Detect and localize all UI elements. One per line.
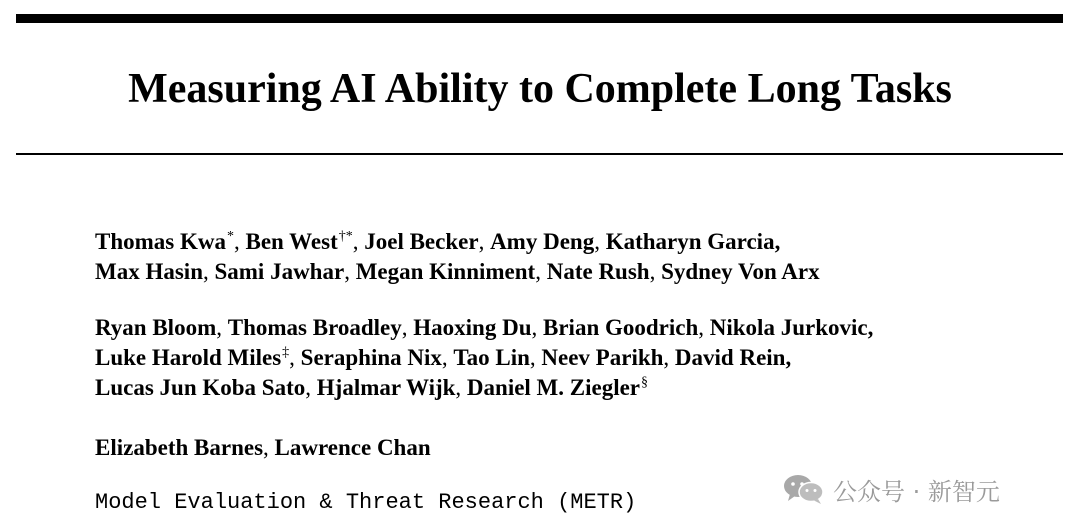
- author-name: Brian Goodrich: [543, 315, 699, 340]
- author-separator: ,: [698, 315, 710, 340]
- line-trailing-comma: ,: [774, 229, 781, 254]
- author-separator: ,: [263, 435, 275, 460]
- author-name: Thomas Broadley: [227, 315, 402, 340]
- author-name: Nikola Jurkovic: [709, 315, 868, 340]
- author-line: [95, 373, 873, 403]
- author-separator: ,: [455, 375, 467, 400]
- author-group: [95, 227, 820, 287]
- author-name: Daniel M. Ziegler: [466, 375, 641, 400]
- author-name: Seraphina Nix: [300, 345, 442, 370]
- author-footnote-mark: §: [641, 375, 649, 390]
- author-name: Max Hasin: [95, 259, 203, 284]
- author-name: Ryan Bloom: [95, 315, 217, 340]
- author-line: [95, 313, 873, 343]
- author-separator: ,: [529, 345, 542, 370]
- author-name: Sydney Von Arx: [661, 259, 820, 284]
- author-name: Katharyn Garcia: [605, 229, 775, 254]
- top-rule: [16, 14, 1063, 23]
- paper-title: Measuring AI Ability to Complete Long Tasks: [128, 66, 952, 112]
- author-line: [95, 257, 820, 287]
- author-separator: ,: [649, 259, 662, 284]
- wechat-icon: [783, 473, 825, 505]
- author-separator: ,: [202, 259, 215, 284]
- author-name: Lucas Jun Koba Sato: [95, 375, 306, 400]
- author-name: Hjalmar Wijk: [316, 375, 456, 400]
- author-separator: ,: [401, 315, 414, 340]
- author-name: Amy Deng: [490, 229, 595, 254]
- author-separator: ,: [289, 345, 301, 370]
- author-separator: ,: [216, 315, 228, 340]
- author-line: [95, 433, 431, 463]
- author-separator: ,: [594, 229, 606, 254]
- watermark: [783, 472, 1000, 506]
- title-bottom-rule: [16, 153, 1063, 155]
- line-trailing-comma: ,: [785, 345, 792, 370]
- author-name: Joel Becker: [364, 229, 479, 254]
- author-name: Thomas Kwa: [95, 229, 226, 254]
- watermark-text: 公众号 · 新智元: [833, 477, 1000, 506]
- author-separator: ,: [663, 345, 675, 370]
- author-line: [95, 227, 820, 257]
- author-separator: ,: [352, 229, 365, 254]
- author-line: [95, 343, 873, 373]
- author-name: Lawrence Chan: [274, 435, 431, 460]
- author-group: [95, 313, 873, 403]
- author-footnote-mark: †*: [338, 229, 353, 244]
- author-separator: ,: [535, 259, 547, 284]
- author-separator: ,: [234, 229, 246, 254]
- author-group: [95, 433, 431, 463]
- author-name: Elizabeth Barnes: [95, 435, 264, 460]
- author-name: Ben West: [245, 229, 338, 254]
- author-footnote-mark: ‡: [282, 345, 290, 360]
- author-name: Luke Harold Miles: [95, 345, 282, 370]
- author-separator: ,: [305, 375, 317, 400]
- author-name: Haoxing Du: [413, 315, 532, 340]
- affiliation: Model Evaluation & Threat Research (METR): [95, 490, 637, 515]
- author-separator: ,: [478, 229, 491, 254]
- author-name: Nate Rush: [546, 259, 650, 284]
- author-separator: ,: [531, 315, 543, 340]
- author-name: Sami Jawhar: [214, 259, 345, 284]
- author-name: David Rein: [674, 345, 786, 370]
- author-name: Tao Lin: [453, 345, 530, 370]
- author-separator: ,: [441, 345, 454, 370]
- author-footnote-mark: *: [227, 229, 234, 244]
- line-trailing-comma: ,: [867, 315, 874, 340]
- author-separator: ,: [344, 259, 356, 284]
- author-name: Neev Parikh: [541, 345, 664, 370]
- author-name: Megan Kinniment: [355, 259, 536, 284]
